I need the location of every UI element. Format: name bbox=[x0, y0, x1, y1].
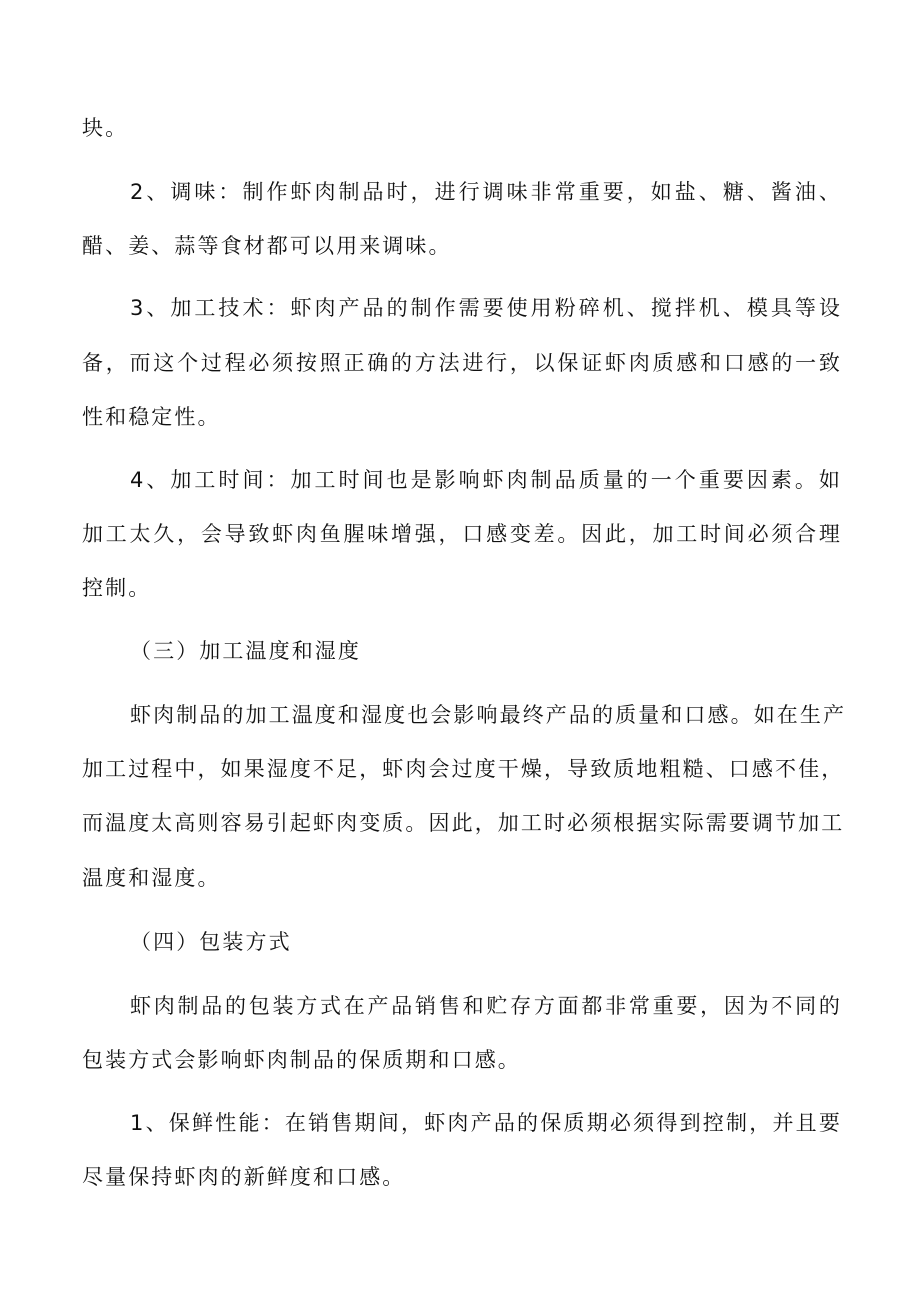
text-line: 而温度太高则容易引起虾肉变质。因此，加工时必须根据实际需要调节加工 bbox=[82, 811, 845, 835]
text-line: 控制。 bbox=[82, 576, 152, 600]
text-line: 加工太久，会导致虾肉鱼腥味增强，口感变差。因此，加工时间必须合理 bbox=[82, 522, 842, 546]
text-line: 块。 bbox=[82, 116, 129, 140]
text-line: 备，而这个过程必须按照正确的方法进行，以保证虾肉质感和口感的一致 bbox=[82, 351, 842, 375]
text-line: 尽量保持虾肉的新鲜度和口感。 bbox=[82, 1165, 406, 1189]
section-heading: （四）包装方式 bbox=[130, 930, 292, 954]
text-line: 醋、姜、蒜等食材都可以用来调味。 bbox=[82, 234, 452, 258]
text-line: 加工过程中，如果湿度不足，虾肉会过度干燥，导致质地粗糙、口感不佳， bbox=[82, 757, 845, 781]
text-line: 虾肉制品的加工温度和湿度也会影响最终产品的质量和口感。如在生产 bbox=[130, 703, 847, 727]
text-line: 包装方式会影响虾肉制品的保质期和口感。 bbox=[82, 1048, 521, 1072]
text-line: 2、调味：制作虾肉制品时，进行调味非常重要，如盐、糖、酱油、 bbox=[130, 180, 842, 204]
text-line: 温度和湿度。 bbox=[82, 866, 221, 890]
text-line: 性和稳定性。 bbox=[82, 405, 221, 429]
section-heading: （三）加工温度和湿度 bbox=[130, 639, 361, 663]
text-line: 4、加工时间：加工时间也是影响虾肉制品质量的一个重要因素。如 bbox=[130, 468, 842, 492]
text-line: 虾肉制品的包装方式在产品销售和贮存方面都非常重要，因为不同的 bbox=[130, 994, 842, 1018]
text-line: 3、加工技术：虾肉产品的制作需要使用粉碎机、搅拌机、模具等设 bbox=[130, 296, 842, 320]
text-line: 1、保鲜性能：在销售期间，虾肉产品的保质期必须得到控制，并且要 bbox=[130, 1111, 842, 1135]
